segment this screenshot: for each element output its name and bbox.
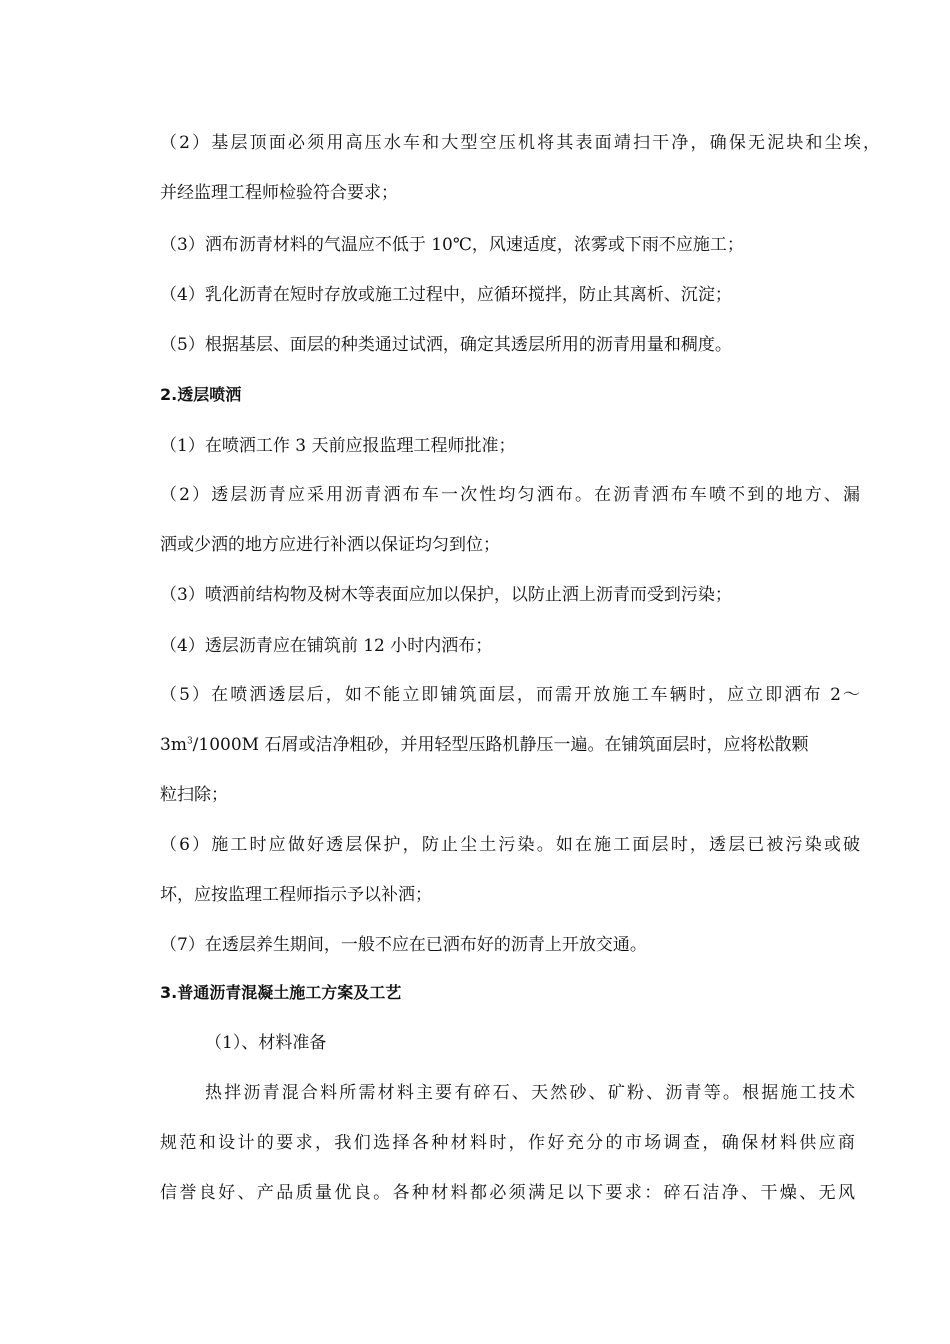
paragraph-line: （4）乳化沥青在短时存放或施工过程中，应循环搅拌，防止其离析、沉淀；: [160, 285, 732, 305]
paragraph-line: （6）施工时应做好透层保护，防止尘土污染。如在施工面层时，透层已被污染或破: [160, 835, 860, 855]
paragraph-line: （3）喷洒前结构物及树木等表面应加以保护，以防止洒上沥青而受到污染；: [160, 585, 732, 605]
paragraph-line: 洒或少洒的地方应进行补洒以保证均匀到位；: [160, 535, 500, 555]
unit-base: 3m: [160, 735, 187, 755]
paragraph-line: （7）在透层养生期间，一般不应在已洒布好的沥青上开放交通。: [160, 935, 647, 955]
paragraph-line: 热拌沥青混合料所需材料主要有碎石、天然砂、矿粉、沥青等。根据施工技术: [205, 1083, 855, 1103]
paragraph-line: （4）透层沥青应在铺筑前 12 小时内洒布；: [160, 636, 493, 656]
paragraph-line: （5）根据基层、面层的种类通过试洒，确定其透层所用的沥青用量和稠度。: [160, 335, 732, 355]
paragraph-line: 规范和设计的要求，我们选择各种材料时，作好充分的市场调查，确保材料供应商: [160, 1133, 855, 1153]
paragraph-line: （3）洒布沥青材料的气温应不低于 10℃，风速适度，浓雾或下雨不应施工；: [160, 235, 744, 255]
paragraph-line: （2）透层沥青应采用沥青洒布车一次性均匀洒布。在沥青洒布车喷不到的地方、漏: [160, 485, 860, 505]
paragraph-line: （1）在喷洒工作 3 天前应报监理工程师批准；: [160, 436, 516, 456]
paragraph-line: 坏，应按监理工程师指示予以补洒；: [160, 885, 432, 905]
paragraph-line: （5）在喷洒透层后，如不能立即铺筑面层，而需开放施工车辆时，应立即洒布 2～: [160, 685, 860, 705]
paragraph-line-with-unit: [160, 730, 808, 755]
subsection-heading: （1）、材料准备: [205, 1033, 327, 1053]
paragraph-line: 并经监理工程师检验符合要求；: [160, 183, 398, 203]
section-heading: 2.透层喷洒: [160, 385, 242, 404]
paragraph-line: （2）基层顶面必须用高压水车和大型空压机将其表面靖扫干净，确保无泥块和尘埃，: [160, 133, 880, 153]
paragraph-line: 信誉良好、产品质量优良。各种材料都必须满足以下要求：碎石洁净、干燥、无风: [160, 1183, 855, 1203]
section-heading: 3.普通沥青混凝土施工方案及工艺: [160, 983, 402, 1002]
unit-superscript: 3: [186, 736, 193, 747]
paragraph-text: /1000M 石屑或洁净粗砂，并用轻型压路机静压一遍。在铺筑面层时，应将松散颗: [192, 735, 809, 755]
paragraph-line: 粒扫除；: [160, 785, 228, 805]
